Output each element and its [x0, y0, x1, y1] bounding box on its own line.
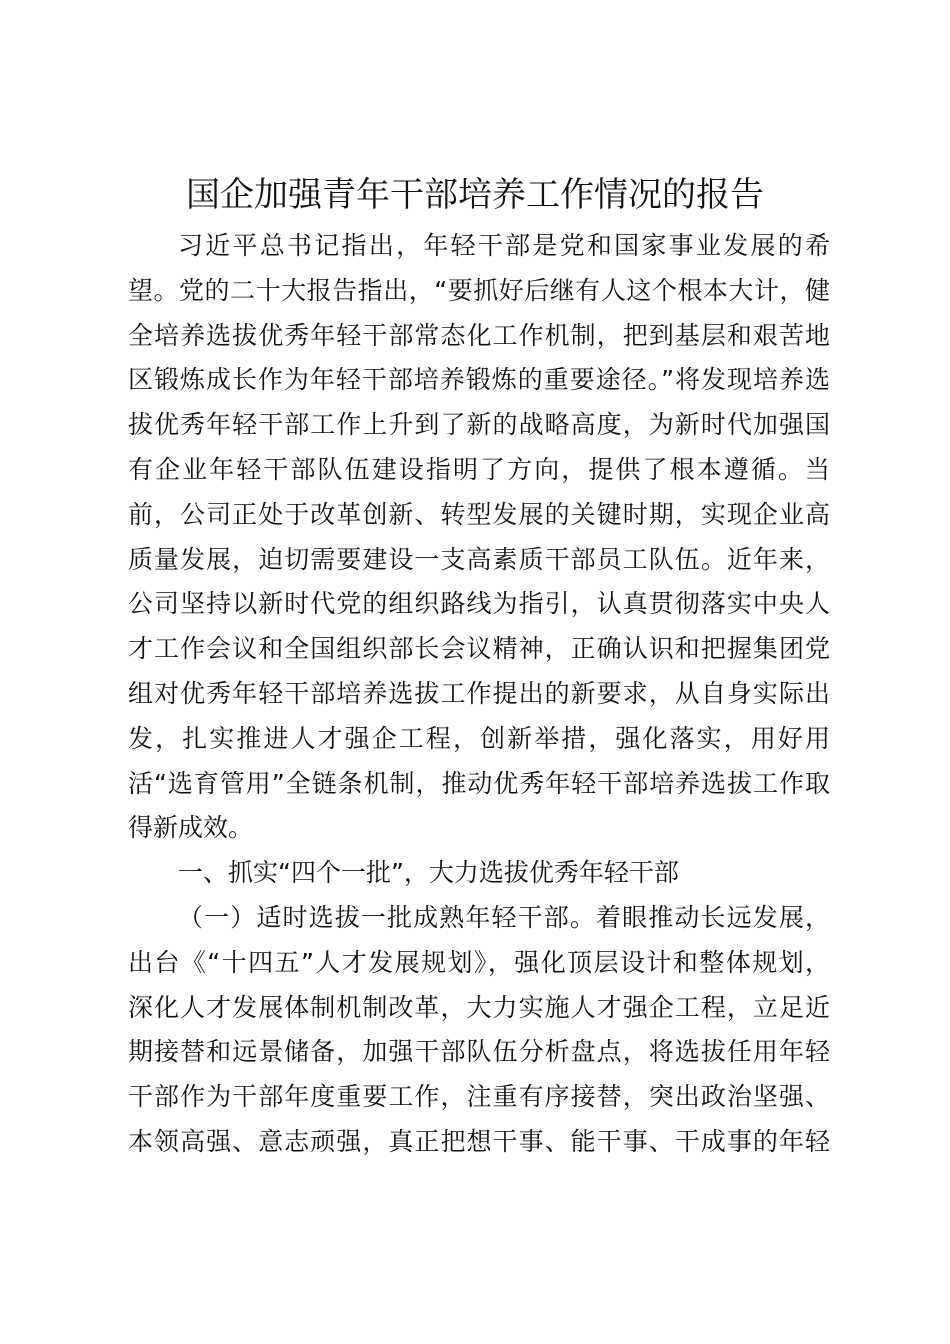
paragraph-subsection-1: [128, 896, 830, 1165]
section-heading: [128, 851, 830, 896]
paragraph-line: 望。党的二十大报告指出，“要抓好后继有人这个根本大计，健: [128, 275, 830, 305]
document-title: 国企加强青年干部培养工作情况的报告: [186, 175, 764, 215]
paragraph-line: 出台《“十四五”人才发展规划》，强化顶层设计和整体规划，: [128, 947, 830, 977]
paragraph-line: 本领高强、意志顽强，真正把想干事、能干事、干成事的年轻: [128, 1126, 830, 1156]
paragraph-line: 期接替和远景储备，加强干部队伍分析盘点，将选拔任用年轻: [128, 1037, 830, 1067]
paragraph-line: 习近平总书记指出，年轻干部是党和国家事业发展的希: [178, 231, 830, 260]
paragraph-line: 活“选育管用”全链条机制，推动优秀年轻干部培养选拔工作取: [128, 768, 830, 798]
paragraph-line: 发，扎实推进人才强企工程，创新举措，强化落实，用好用: [128, 723, 830, 753]
paragraph-line: 公司坚持以新时代党的组织路线为指引，认真贯彻落实中央人: [128, 589, 830, 619]
paragraph-line: 干部作为干部年度重要工作，注重有序接替，突出政治坚强、: [128, 1082, 830, 1112]
paragraph-line: 得新成效。: [128, 813, 254, 843]
paragraph-line: 深化人才发展体制机制改革，大力实施人才强企工程，立足近: [128, 992, 830, 1022]
paragraph-line: （一）适时选拔一批成熟年轻干部。着眼推动长远发展，: [178, 903, 830, 932]
paragraph-line: 全培养选拔优秀年轻干部常态化工作机制，把到基层和艰苦地: [128, 320, 830, 350]
paragraph-line: 才工作会议和全国组织部长会议精神，正确认识和把握集团党: [128, 634, 830, 664]
paragraph-line: 有企业年轻干部队伍建设指明了方向，提供了根本遵循。当: [128, 454, 830, 484]
paragraph-line: 前，公司正处于改革创新、转型发展的关键时期，实现企业高: [128, 499, 830, 529]
paragraph-line: 组对优秀年轻干部培养选拔工作提出的新要求，从自身实际出: [128, 678, 830, 708]
paragraph-intro: [128, 224, 830, 851]
section-heading-text: 一、抓实“四个一批”，大力选拔优秀年轻干部: [178, 858, 679, 887]
paragraph-line: 质量发展，迫切需要建设一支高素质干部员工队伍。近年来，: [128, 544, 830, 574]
paragraph-line: 拔优秀年轻干部工作上升到了新的战略高度，为新时代加强国: [128, 410, 830, 440]
paragraph-line: 区锻炼成长作为年轻干部培养锻炼的重要途径。”将发现培养选: [128, 365, 830, 395]
